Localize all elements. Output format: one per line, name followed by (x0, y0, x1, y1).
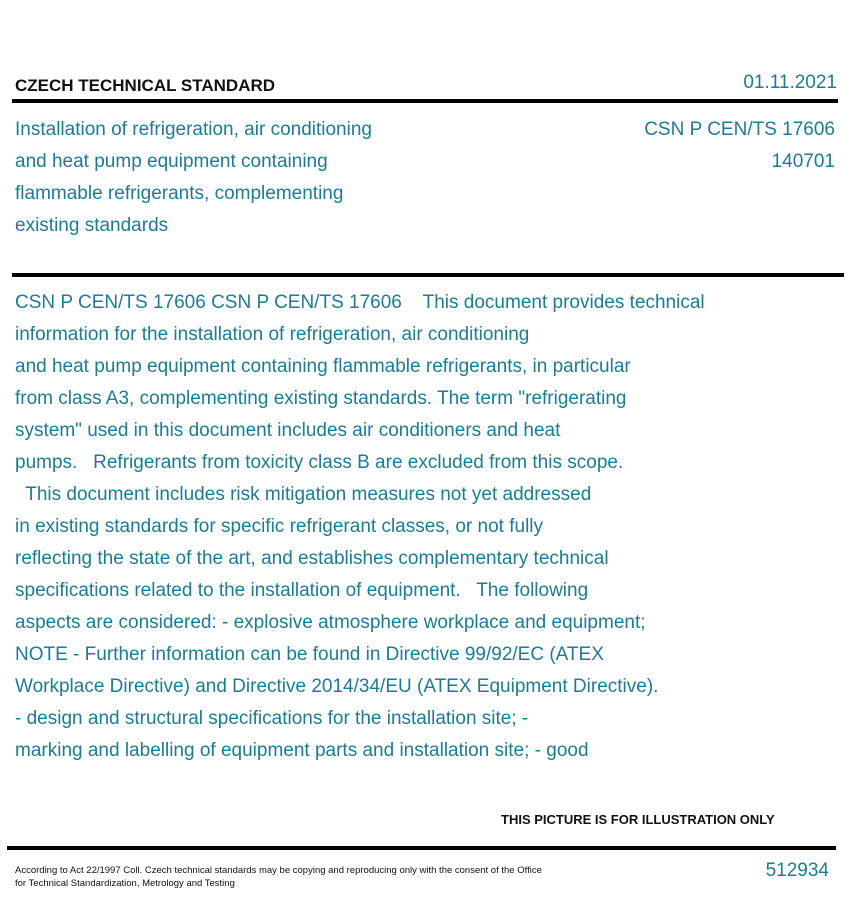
description-line: NOTE - Further information can be found in Directive 99/92/EC (ATEX (15, 644, 604, 665)
title-divider (12, 273, 844, 277)
description-line: specifications related to the installation of equipment. The following (15, 580, 589, 601)
footer-divider (7, 846, 836, 850)
document-type-label: CZECH TECHNICAL STANDARD (15, 76, 276, 95)
description-line: - design and structural specifications for the installation site; - (15, 708, 529, 729)
title-line: and heat pump equipment containing (15, 151, 328, 172)
standard-description (15, 287, 815, 767)
description-line: from class A3, complementing existing standards. The term "refrigerating (15, 388, 627, 409)
description-line: pumps. Refrigerants from toxicity class B are excluded from this scope. (15, 452, 624, 473)
standard-title (15, 114, 445, 242)
issue-date: 01.11.2021 (743, 72, 837, 93)
description-line: This document includes risk mitigation measures not yet addressed (15, 484, 592, 505)
description-line: system" used in this document includes air conditioners and heat (15, 420, 561, 441)
description-line: information for the installation of refrigeration, air conditioning (15, 324, 530, 345)
document-code: 512934 (765, 860, 829, 881)
description-line: aspects are considered: - explosive atmosphere workplace and equipment; (15, 612, 646, 633)
description-line: reflecting the state of the art, and establishes complementary technical (15, 548, 609, 569)
description-line: Workplace Directive) and Directive 2014/34/EU (ATEX Equipment Directive). (15, 676, 659, 697)
legal-notice-line: According to Act 22/1997 Coll. Czech technical standards may be copying and reproducing only with the consent of the Office (15, 865, 542, 876)
title-line: existing standards (15, 215, 169, 236)
description-line: and heat pump equipment containing flammable refrigerants, in particular (15, 356, 631, 377)
description-line: CSN P CEN/TS 17606 CSN P CEN/TS 17606 This document provides technical (15, 292, 705, 313)
title-line: Installation of refrigeration, air conditioning (15, 119, 372, 140)
standard-identifiers (644, 114, 835, 178)
illustration-disclaimer: THIS PICTURE IS FOR ILLUSTRATION ONLY (501, 812, 775, 827)
description-line: marking and labelling of equipment parts and installation site; - good (15, 740, 589, 761)
legal-notice-line: for Technical Standardization, Metrology and Testing (15, 878, 235, 889)
header-divider (12, 99, 838, 103)
title-line: flammable refrigerants, complementing (15, 183, 344, 204)
classification-number: 140701 (771, 151, 835, 172)
legal-notice (15, 864, 615, 890)
standard-designation: CSN P CEN/TS 17606 (644, 119, 835, 140)
description-line: in existing standards for specific refrigerant classes, or not fully (15, 516, 544, 537)
